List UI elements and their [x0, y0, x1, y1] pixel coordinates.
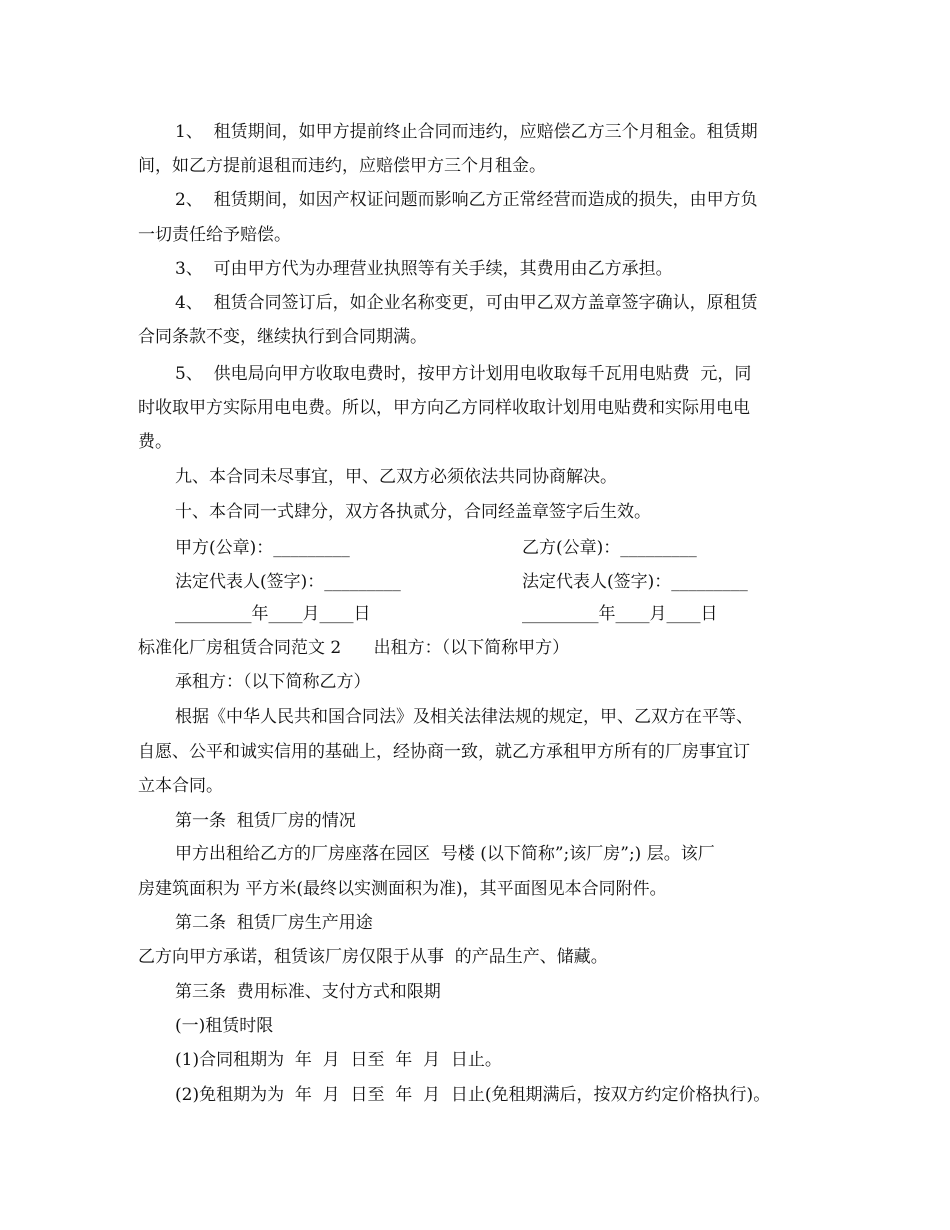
- clause-5-line-3: 费。: [138, 432, 172, 452]
- lessee-line: 承租方：（以下简称乙方）: [175, 672, 371, 692]
- party-a-representative: 法定代表人(签字)：_________: [175, 572, 401, 592]
- clause-5-line-1: 5、 供电局向甲方收取电费时，按甲方计划用电收取每千瓦用电贴费 元，同: [175, 364, 752, 384]
- article-1-body-line-1: 甲方出租给乙方的厂房座落在园区 号楼 (以下简称”;该厂房”;) 层。该厂: [175, 844, 715, 864]
- clause-4-line-2: 合同条款不变，继续执行到合同期满。: [138, 327, 427, 347]
- party-b-representative: 法定代表人(签字)：_________: [522, 572, 748, 592]
- article-3-item-2: (2)免租期为为 年 月 日至 年 月 日止(免租期满后，按双方约定价格执行)。: [175, 1085, 771, 1105]
- party-b-seal: 乙方(公章)：_________: [522, 538, 697, 558]
- clause-2-line-1: 2、 租赁期间，如因产权证问题而影响乙方正常经营而造成的损失，由甲方负: [175, 190, 758, 210]
- clause-10: 十、本合同一式肆分，双方各执贰分，合同经盖章签字后生效。: [175, 502, 651, 522]
- article-3-subsection-1: (一)租赁时限: [175, 1016, 274, 1036]
- intro-line-1: 根据《中华人民共和国合同法》及相关法律法规的规定，甲、乙双方在平等、: [175, 707, 753, 727]
- article-1-title: 第一条 租赁厂房的情况: [175, 811, 356, 831]
- clause-9: 九、本合同未尽事宜，甲、乙双方必须依法共同协商解决。: [175, 467, 617, 487]
- party-a-seal: 甲方(公章)：_________: [175, 538, 350, 558]
- clause-2-line-2: 一切责任给予赔偿。: [138, 225, 291, 245]
- article-2-body: 乙方向甲方承诺，租赁该厂房仅限于从事 的产品生产、储藏。: [138, 947, 608, 967]
- article-3-item-1: (1)合同租期为 年 月 日至 年 月 日止。: [175, 1050, 502, 1070]
- article-2-title: 第二条 租赁厂房生产用途: [175, 913, 373, 933]
- clause-4-line-1: 4、 租赁合同签订后，如企业名称变更，可由甲乙双方盖章签字确认，原租赁: [175, 293, 758, 313]
- clause-3-line-1: 3、 可由甲方代为办理营业执照等有关手续，其费用由乙方承担。: [175, 259, 673, 279]
- article-3-title: 第三条 费用标准、支付方式和限期: [175, 982, 441, 1002]
- party-a-date: _________年____月____日: [175, 604, 371, 624]
- intro-line-3: 立本合同。: [138, 776, 223, 796]
- clause-1-line-1: 1、 租赁期间，如甲方提前终止合同而违约，应赔偿乙方三个月租金。租赁期: [175, 122, 758, 142]
- contract-2-heading: 标准化厂房租赁合同范文 2 出租方：（以下简称甲方）: [138, 638, 570, 658]
- party-b-date: _________年____月____日: [522, 604, 718, 624]
- clause-5-line-2: 时收取甲方实际用电电费。所以，甲方向乙方同样收取计划用电贴费和实际用电电: [138, 398, 750, 418]
- intro-line-2: 自愿、公平和诚实信用的基础上，经协商一致，就乙方承租甲方所有的厂房事宜订: [138, 742, 750, 762]
- article-1-body-line-2: 房建筑面积为 平方米(最终以实测面积为准)，其平面图见本合同附件。: [138, 879, 667, 899]
- clause-1-line-2: 间，如乙方提前退租而违约，应赔偿甲方三个月租金。: [138, 156, 546, 176]
